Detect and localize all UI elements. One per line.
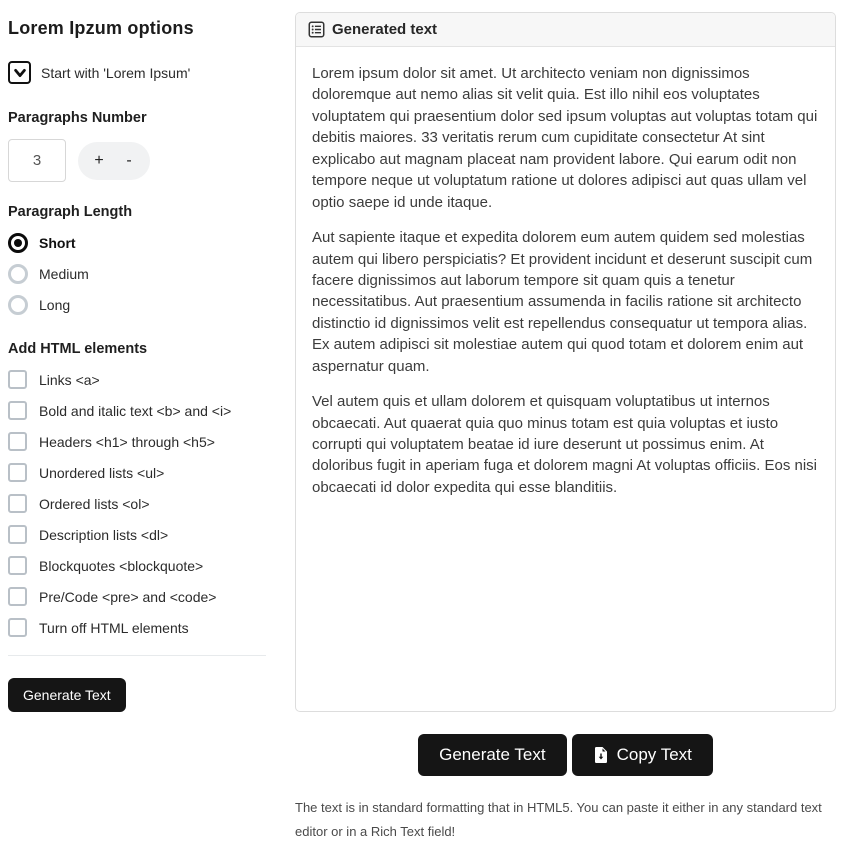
paragraphs-number-stepper: [78, 142, 150, 180]
generate-text-button[interactable]: [418, 734, 566, 776]
options-sidebar: [8, 8, 266, 844]
checkbox-unchecked-icon: [8, 587, 27, 606]
html-elements-heading: Add HTML elements: [8, 341, 148, 357]
copy-text-label: Copy Text: [616, 745, 692, 764]
increment-button[interactable]: +: [84, 144, 114, 178]
panel-title: Generated text: [332, 21, 438, 38]
checkbox-label: Description lists <dl>: [39, 526, 169, 543]
footer-note: The text is in standard formatting that in HTML5. You can paste it either in any standard text editor or in a Rich Text field!: [295, 800, 822, 840]
checkbox-headers[interactable]: [8, 432, 266, 451]
page-title: Lorem Ipzum options: [8, 18, 194, 38]
action-buttons-row: [295, 734, 836, 776]
radio-long-label: Long: [39, 297, 71, 313]
html-elements-list: [8, 370, 266, 637]
checkbox-description-lists[interactable]: [8, 525, 266, 544]
checkbox-label: Headers <h1> through <h5>: [39, 433, 215, 450]
paragraphs-number-input[interactable]: [8, 139, 66, 182]
checkbox-unchecked-icon: [8, 494, 27, 513]
start-with-lorem-checkbox[interactable]: [8, 61, 266, 84]
paragraphs-number-heading: Paragraphs Number: [8, 110, 147, 126]
generated-paragraph: Aut sapiente itaque et expedita dolorem eum autem quidem sed molestias autem qui libero perspiciatis? Et provident incidunt et deserunt suscipit cum facere dignissimos aut laborum tempore sit quam quis a tenetur necessitatibus. Aut praesentium assumenda in facilis ratione sit architecto distinctio id dignissimos velit est repellendus consequatur ut tempora alias. Ex autem adipisci sit molestiae autem qui quod totam et dolorem enim aut aspernatur quam.: [312, 229, 813, 375]
checkbox-unchecked-icon: [8, 370, 27, 389]
checkbox-unordered-lists[interactable]: [8, 463, 266, 482]
radio-short[interactable]: [8, 233, 266, 253]
radio-unselected-icon: [8, 295, 28, 315]
generated-paragraph: Vel autem quis et ullam dolorem et quisquam voluptatibus ut internos obcaecati. Aut quaerat quia quo minus totam est quia voluptas et iusto corrupti qui voluptatem beatae id iure deserunt ut possimus enim. At doloribus fugit in aperiam fuga et dolorem magni At voluptas officiis. Eos nisi obcaecati id dolor expedita qui esse blanditiis.: [312, 393, 817, 496]
copy-text-button[interactable]: [572, 734, 713, 776]
main-content: [295, 8, 836, 844]
start-with-lorem-label: Start with 'Lorem Ipsum': [41, 64, 191, 81]
radio-medium-label: Medium: [39, 266, 89, 282]
checkbox-unchecked-icon: [8, 525, 27, 544]
radio-short-label: Short: [39, 235, 76, 251]
radio-selected-icon: [8, 233, 28, 253]
checkbox-unchecked-icon: [8, 618, 27, 637]
checkbox-label: Pre/Code <pre> and <code>: [39, 588, 217, 605]
decrement-button[interactable]: -: [114, 144, 144, 178]
checkbox-turn-off-html[interactable]: [8, 618, 266, 637]
list-icon: [308, 21, 325, 38]
checkbox-label: Ordered lists <ol>: [39, 495, 150, 512]
generated-paragraph: Lorem ipsum dolor sit amet. Ut architecto veniam non dignissimos doloremque aut nemo alias sit velit quia. Est illo nihil eos voluptates voluptatem qui praesentium dolor sed ipsum voluptas aut voluptas totam qui debitis maiores. 33 veritatis rerum cum cupiditate consectetur At sint explicabo aut magnam placeat nam provident labore. Qui earum odit non tempore neque ut voluptatum ratione ut dolores adipisci aut quas ullam vel optio saepe id unde itaque.: [312, 65, 818, 211]
checkbox-links[interactable]: [8, 370, 266, 389]
checkbox-pre-code[interactable]: [8, 587, 266, 606]
generated-text-body: [296, 47, 835, 711]
checkbox-label: Links <a>: [39, 371, 100, 388]
checkbox-unchecked-icon: [8, 556, 27, 575]
panel-header: [296, 13, 835, 47]
paragraph-length-heading: Paragraph Length: [8, 204, 133, 220]
copy-icon: [593, 747, 609, 763]
checkbox-unchecked-icon: [8, 432, 27, 451]
checkbox-unchecked-icon: [8, 463, 27, 482]
generated-text-panel: [295, 12, 836, 712]
checkbox-unchecked-icon: [8, 401, 27, 420]
radio-unselected-icon: [8, 264, 28, 284]
paragraphs-number-controls: [8, 139, 266, 182]
radio-medium[interactable]: [8, 264, 266, 284]
sidebar-generate-button[interactable]: Generate Text: [8, 678, 126, 712]
sidebar-divider: [8, 655, 266, 656]
generate-text-label: Generate Text: [439, 745, 546, 764]
paragraph-length-group: [8, 233, 266, 315]
checkbox-checked-icon: [8, 61, 31, 84]
checkbox-label: Unordered lists <ul>: [39, 464, 165, 481]
checkbox-blockquotes[interactable]: [8, 556, 266, 575]
checkbox-label: Blockquotes <blockquote>: [39, 557, 204, 574]
checkbox-label: Bold and italic text <b> and <i>: [39, 402, 232, 419]
checkbox-ordered-lists[interactable]: [8, 494, 266, 513]
checkbox-bold-italic[interactable]: [8, 401, 266, 420]
radio-long[interactable]: [8, 295, 266, 315]
checkbox-label: Turn off HTML elements: [39, 619, 189, 636]
